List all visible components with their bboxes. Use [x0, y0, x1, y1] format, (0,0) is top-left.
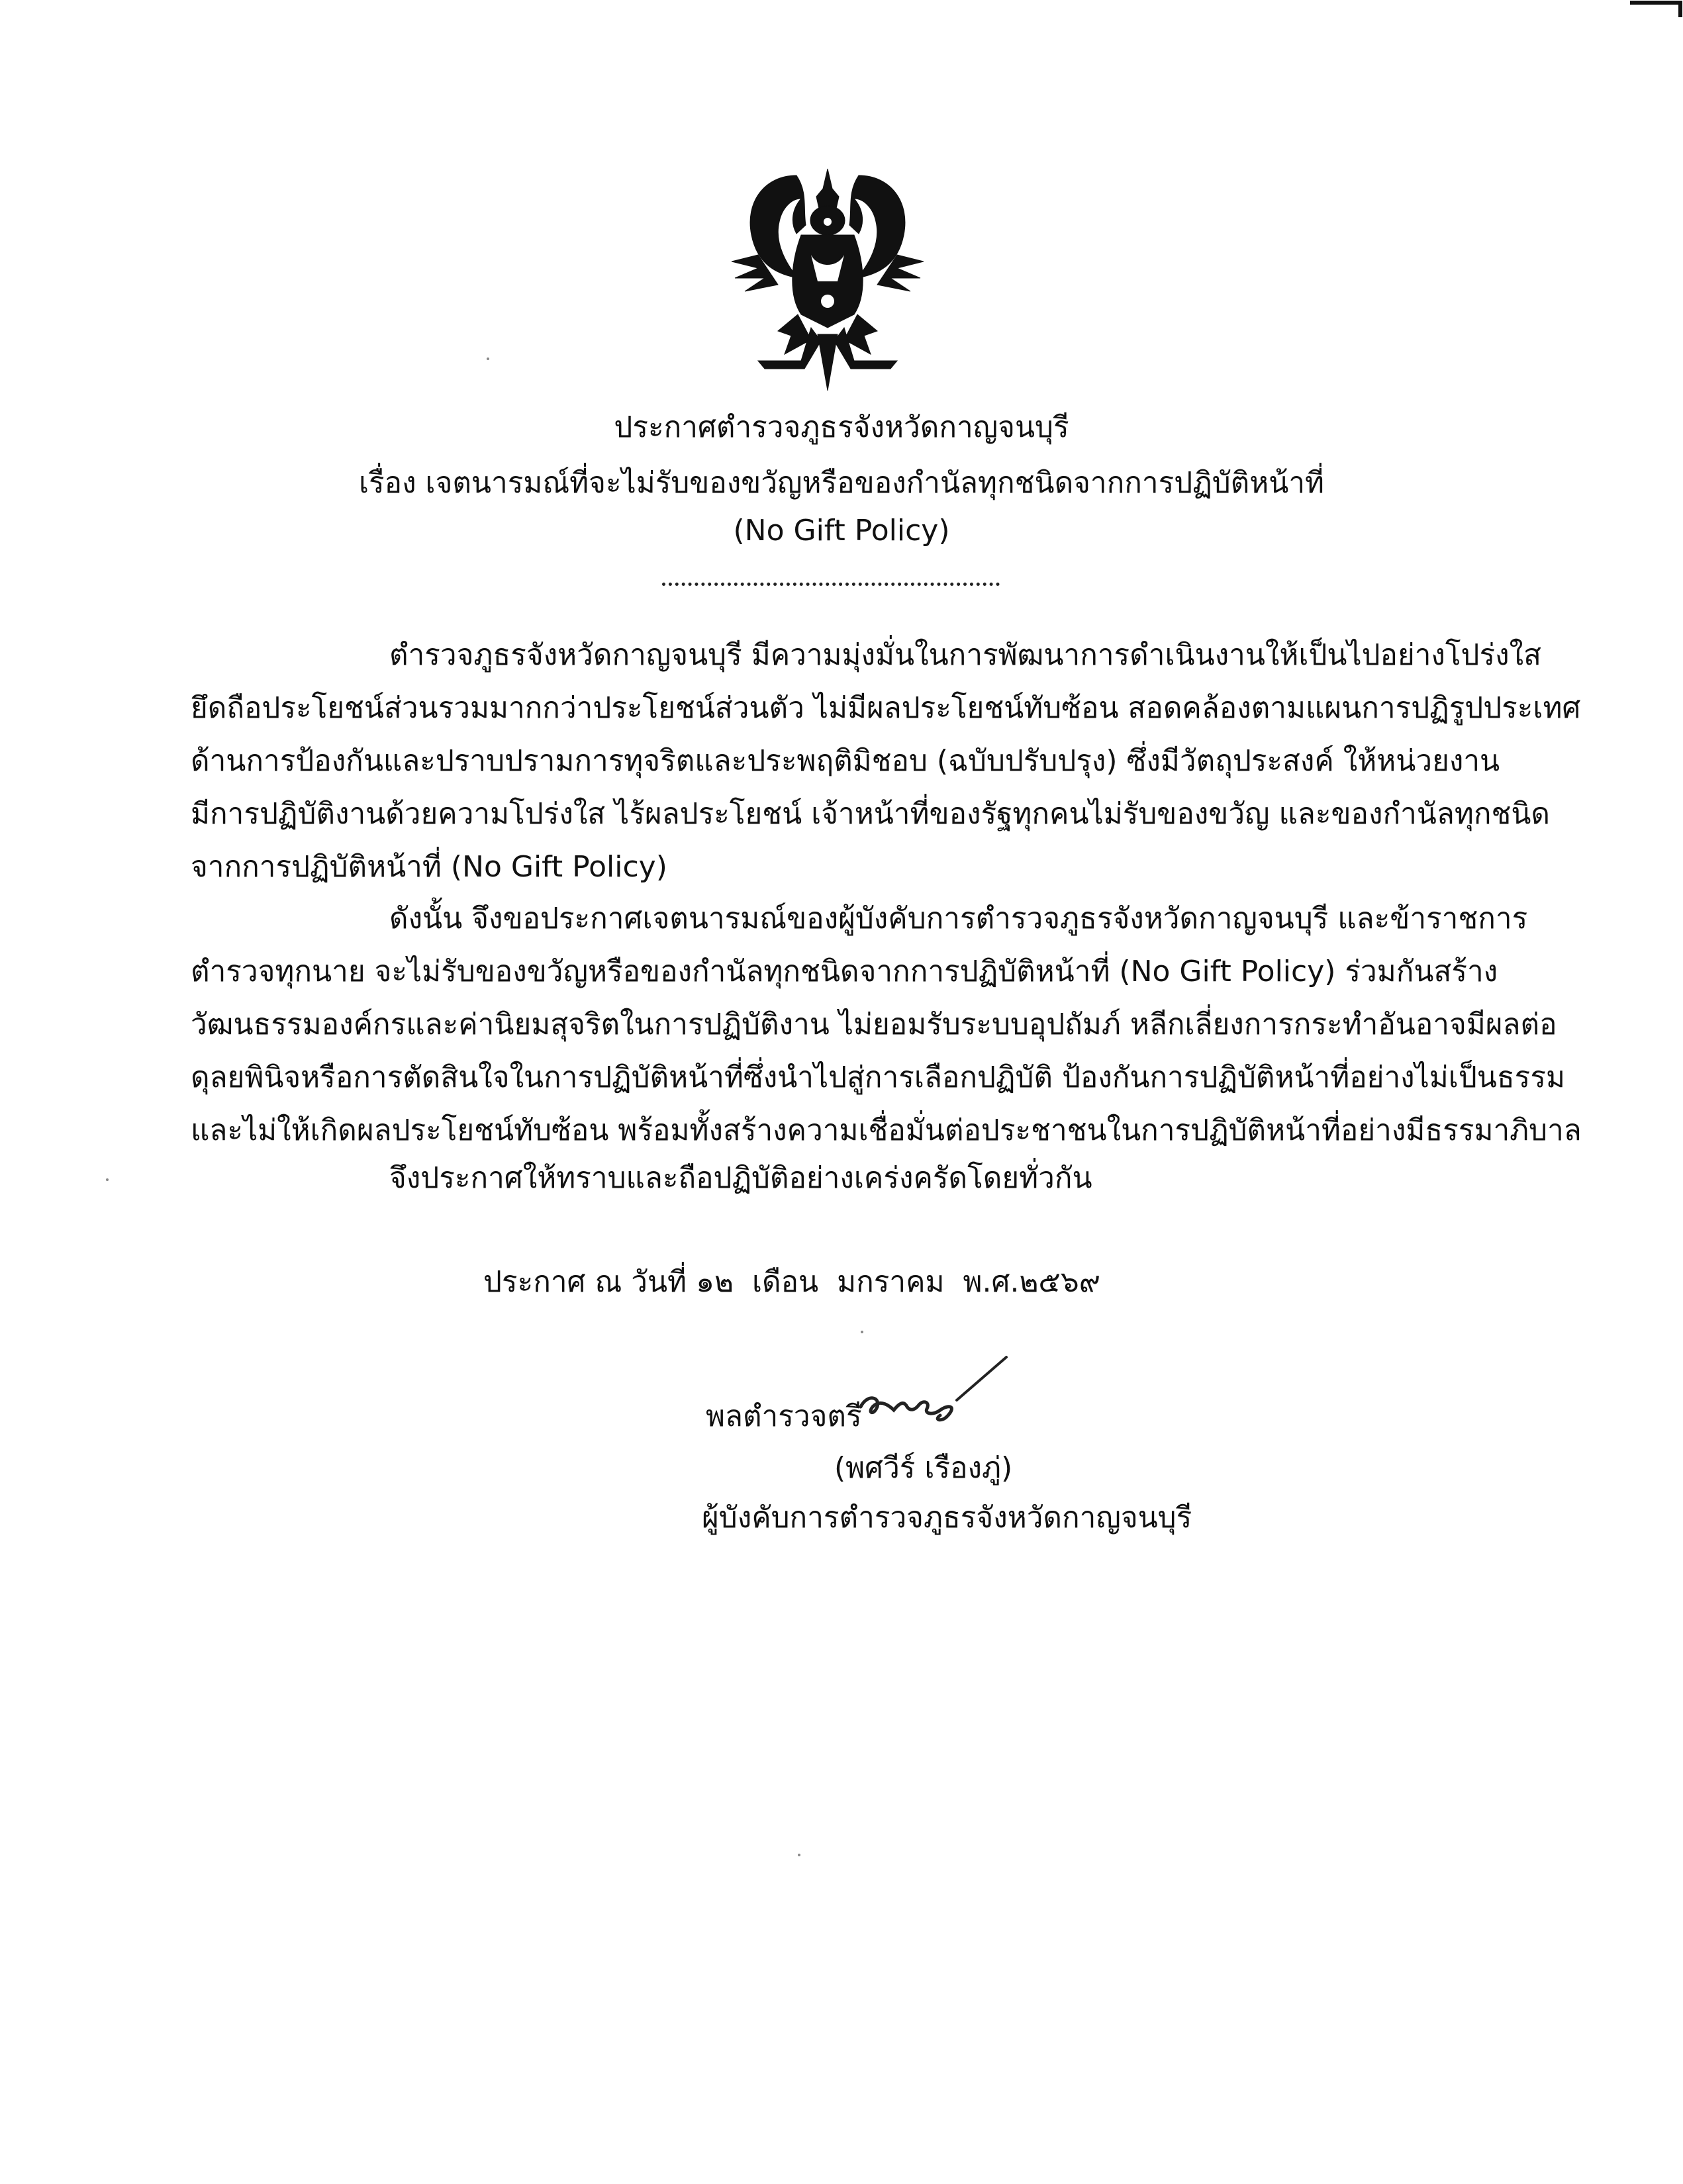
date-month-label: เดือน [752, 1265, 819, 1299]
date-prefix: ประกาศ ณ วันที่ [483, 1265, 687, 1299]
paragraph-line: และไม่ให้เกิดผลประโยชน์ทับซ้อน พร้อมทั้งสร้างความเชื่อมั่นต่อประชาชนในการปฏิบัติหน้าที่อย่างมีธรรมาภิบาล [191, 1114, 1582, 1147]
closing-statement: จึงประกาศให้ทราบและถือปฏิบัติอย่างเคร่งครัดโดยทั่วกัน [389, 1161, 1092, 1195]
dotted-divider [662, 583, 1000, 586]
paragraph-line: จากการปฏิบัติหน้าที่ (No Gift Policy) [191, 850, 667, 884]
paragraph-line: ตำรวจทุกนาย จะไม่รับของขวัญหรือของกำนัลทุกชนิดจากการปฏิบัติหน้าที่ (No Gift Policy) ร่วมกันสร้าง [191, 955, 1498, 988]
date-day: ๑๒ [696, 1265, 734, 1299]
date-month: มกราคม [837, 1265, 945, 1299]
paragraph-line: ยึดถือประโยชน์ส่วนรวมมากกว่าประโยชน์ส่วนตัว ไม่มีผลประโยชน์ทับซ้อน สอดคล้องตามแผนการปฏิรูปประเทศ [191, 691, 1581, 725]
garuda-emblem-icon [718, 162, 937, 394]
paragraph-line: ดุลยพินิจหรือการตัดสินใจในการปฏิบัติหน้าที่ซึ่งนำไปสู่การเลือกปฏิบัติ ป้องกันการปฏิบัติหน้าที่อย่างไม่เป็นธรรม [191, 1061, 1565, 1094]
scan-speck [798, 1854, 800, 1856]
body-paragraph-2 [191, 892, 1582, 1157]
handwritten-signature [841, 1344, 1039, 1443]
announcement-date [483, 1262, 1110, 1302]
paragraph-line: มีการปฏิบัติงานด้วยความโปร่งใส ไร้ผลประโยชน์ เจ้าหน้าที่ของรัฐทุกคนไม่รับของขวัญ และของกำนัลทุกชนิด [191, 797, 1551, 831]
announcement-subject: เรื่อง เจตนารมณ์ที่จะไม่รับของขวัญหรือของกำนัลทุกชนิดจากการปฏิบัติหน้าที่ [358, 466, 1325, 500]
scan-speck [106, 1178, 109, 1181]
signatory-name: (พศวีร์ เรืองภู่) [834, 1451, 1013, 1485]
paragraph-line: ตำรวจภูธรจังหวัดกาญจนบุรี มีความมุ่งมั่นในการพัฒนาการดำเนินงานให้เป็นไปอย่างโปร่งใส [389, 638, 1541, 672]
policy-name: (No Gift Policy) [733, 514, 950, 547]
scan-speck [861, 1331, 863, 1333]
announcement-title: ประกาศตำรวจภูธรจังหวัดกาญจนบุรี [614, 410, 1069, 444]
signatory-rank: พลตำรวจตรี [706, 1400, 862, 1433]
date-year: พ.ศ.๒๕๖๙ [963, 1265, 1100, 1299]
signatory-position: ผู้บังคับการตำรวจภูธรจังหวัดกาญจนบุรี [702, 1501, 1192, 1535]
paragraph-line: ด้านการป้องกันและปราบปรามการทุจริตและประพฤติมิชอบ (ฉบับปรับปรุง) ซึ่งมีวัตถุประสงค์ ให้หน่วยงาน [191, 744, 1500, 778]
paragraph-line: ดังนั้น จึงขอประกาศเจตนารมณ์ของผู้บังคับการตำรวจภูธรจังหวัดกาญจนบุรี และข้าราชการ [389, 902, 1528, 935]
paragraph-line: วัฒนธรรมองค์กรและค่านิยมสุจริตในการปฏิบัติงาน ไม่ยอมรับระบบอุปถัมภ์ หลีกเลี่ยงการกระทำอันอาจมีผลต่อ [191, 1008, 1557, 1041]
scan-speck [487, 357, 489, 360]
scan-corner-mark [1623, 0, 1683, 20]
body-paragraph-1 [191, 629, 1581, 894]
